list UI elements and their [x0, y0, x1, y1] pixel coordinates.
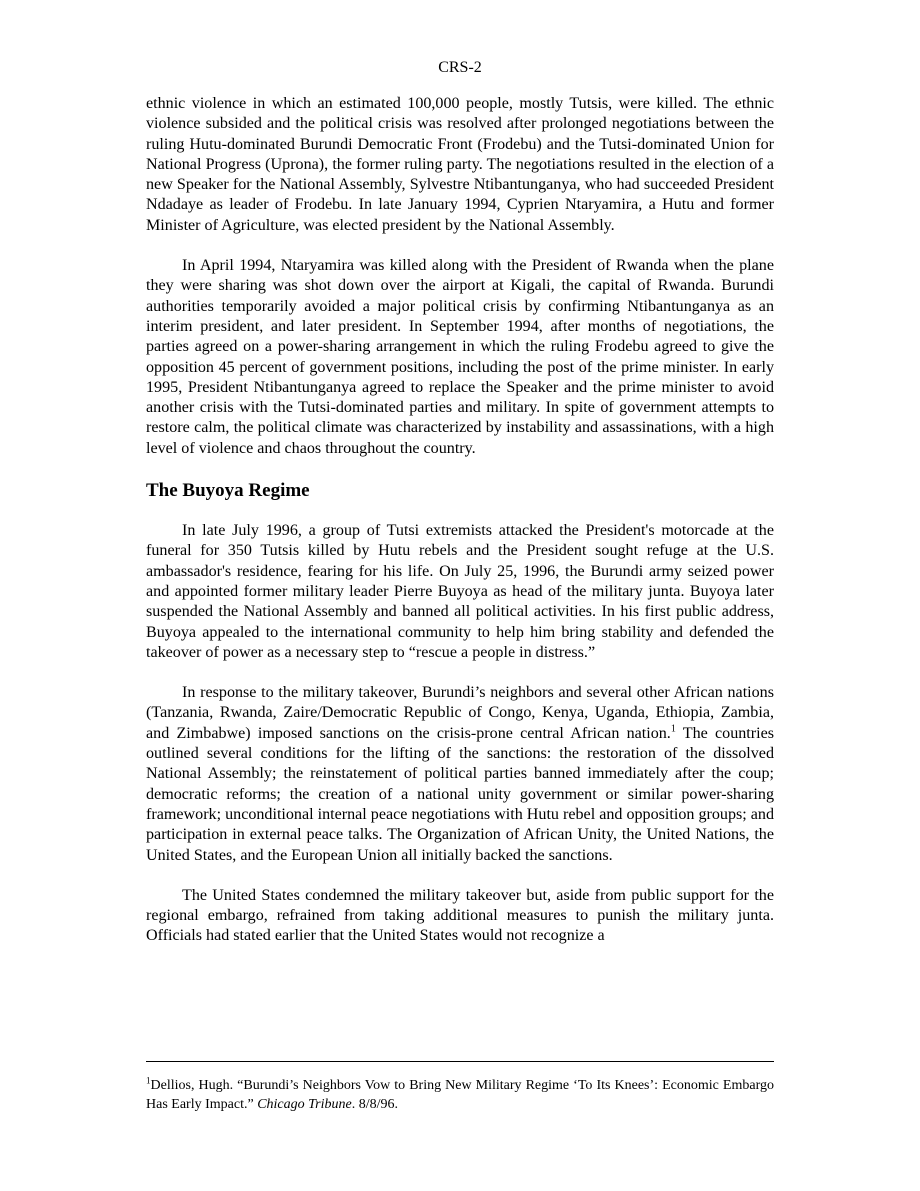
- footnote-mark: 1: [146, 1075, 151, 1086]
- section-heading: The Buyoya Regime: [146, 480, 310, 502]
- document-body: [146, 94, 774, 947]
- paragraph-april-1994: In April 1994, Ntaryamira was killed along with the President of Rwanda when the plane they were sharing was shot down over the airport at Kigali, the capital of Rwanda. Burundi authorities temporarily avoided a major political crisis by confirming Ntibantunganya as an interim president, and later president. In September 1994, after months of negotiations, the parties agreed on a power-sharing arrangement in which the ruling Frodebu agreed to give the opposition 45 percent of government positions, including the post of the prime minister. In early 1995, President Ntibantunganya agreed to replace the Speaker and the prime minister to avoid another crisis with the Tutsi-dominated parties and military. In spite of government attempts to restore calm, the political climate was characterized by instability and assassinations, with a high level of violence and chaos throughout the country.: [146, 257, 774, 457]
- page-header: CRS-2: [438, 59, 482, 76]
- footnote-source: Chicago Tribune: [257, 1097, 352, 1112]
- sanctions-text-after: The countries outlined several conditions for the lifting of the sanctions: the restoration of the dissolved National Assembly; the reinstatement of political parties banned immediately after the coup; democratic reforms; the creation of a national unity government or similar power-sharing framework; unconditional internal peace negotiations with Hutu rebel and opposition groups; and participation in external peace talks. The Organization of African Unity, the United Nations, the United States, and the European Union all initially backed the sanctions.: [146, 724, 775, 864]
- footnote-divider: [146, 1061, 774, 1062]
- paragraph-us-response: The United States condemned the military takeover but, aside from public support for the regional embargo, refrained from taking additional measures to punish the military junta. Officials had stated earlier that the United States would not recognize a: [146, 886, 774, 945]
- paragraph-sanctions: [146, 683, 774, 866]
- paragraph-continued: ethnic violence in which an estimated 100,000 people, mostly Tutsis, were killed. The ethnic violence subsided and the political crisis was resolved after prolonged negotiations between the ruling Hutu-dominated Burundi Democratic Front (Frodebu) and the Tutsi-dominated Union for National Progress (Uprona), the former ruling party. The negotiations resulted in the election of a new Speaker for the National Assembly, Sylvestre Ntibantunganya, who had succeeded President Ndadaye as leader of Frodebu. In late January 1994, Cyprien Ntaryamira, a Hutu and former Minister of Agriculture, was elected president by the National Assembly.: [146, 95, 774, 234]
- footnote-reference[interactable]: 1: [670, 723, 676, 735]
- footnote-date: . 8/8/96.: [351, 1097, 398, 1112]
- sanctions-text-before: In response to the military takeover, Burundi’s neighbors and several other African nations (Tanzania, Rwanda, Zaire/Democratic Republic of Congo, Kenya, Uganda, Ethiopia, Zambia, and Zimbabwe) imposed sanctions on the crisis-prone central African nation.: [146, 684, 774, 742]
- footnote: [146, 1076, 774, 1114]
- footnote-text: Dellios, Hugh. “Burundi’s Neighbors Vow to Bring New Military Regime ‘To Its Knees’: Economic Embargo Has Early Impact.”: [146, 1078, 774, 1112]
- paragraph-july-1996: In late July 1996, a group of Tutsi extremists attacked the President's motorcade at the funeral for 350 Tutsis killed by Hutu rebels and the President sought refuge at the U.S. ambassador's residence, fearing for his life. On July 25, 1996, the Burundi army seized power and appointed former military leader Pierre Buyoya as head of the military junta. Buyoya later suspended the National Assembly and banned all political activities. In his first public address, Buyoya appealed to the international community to help him bring stability and defended the takeover of power as a necessary step to “rescue a people in distress.”: [146, 522, 774, 661]
